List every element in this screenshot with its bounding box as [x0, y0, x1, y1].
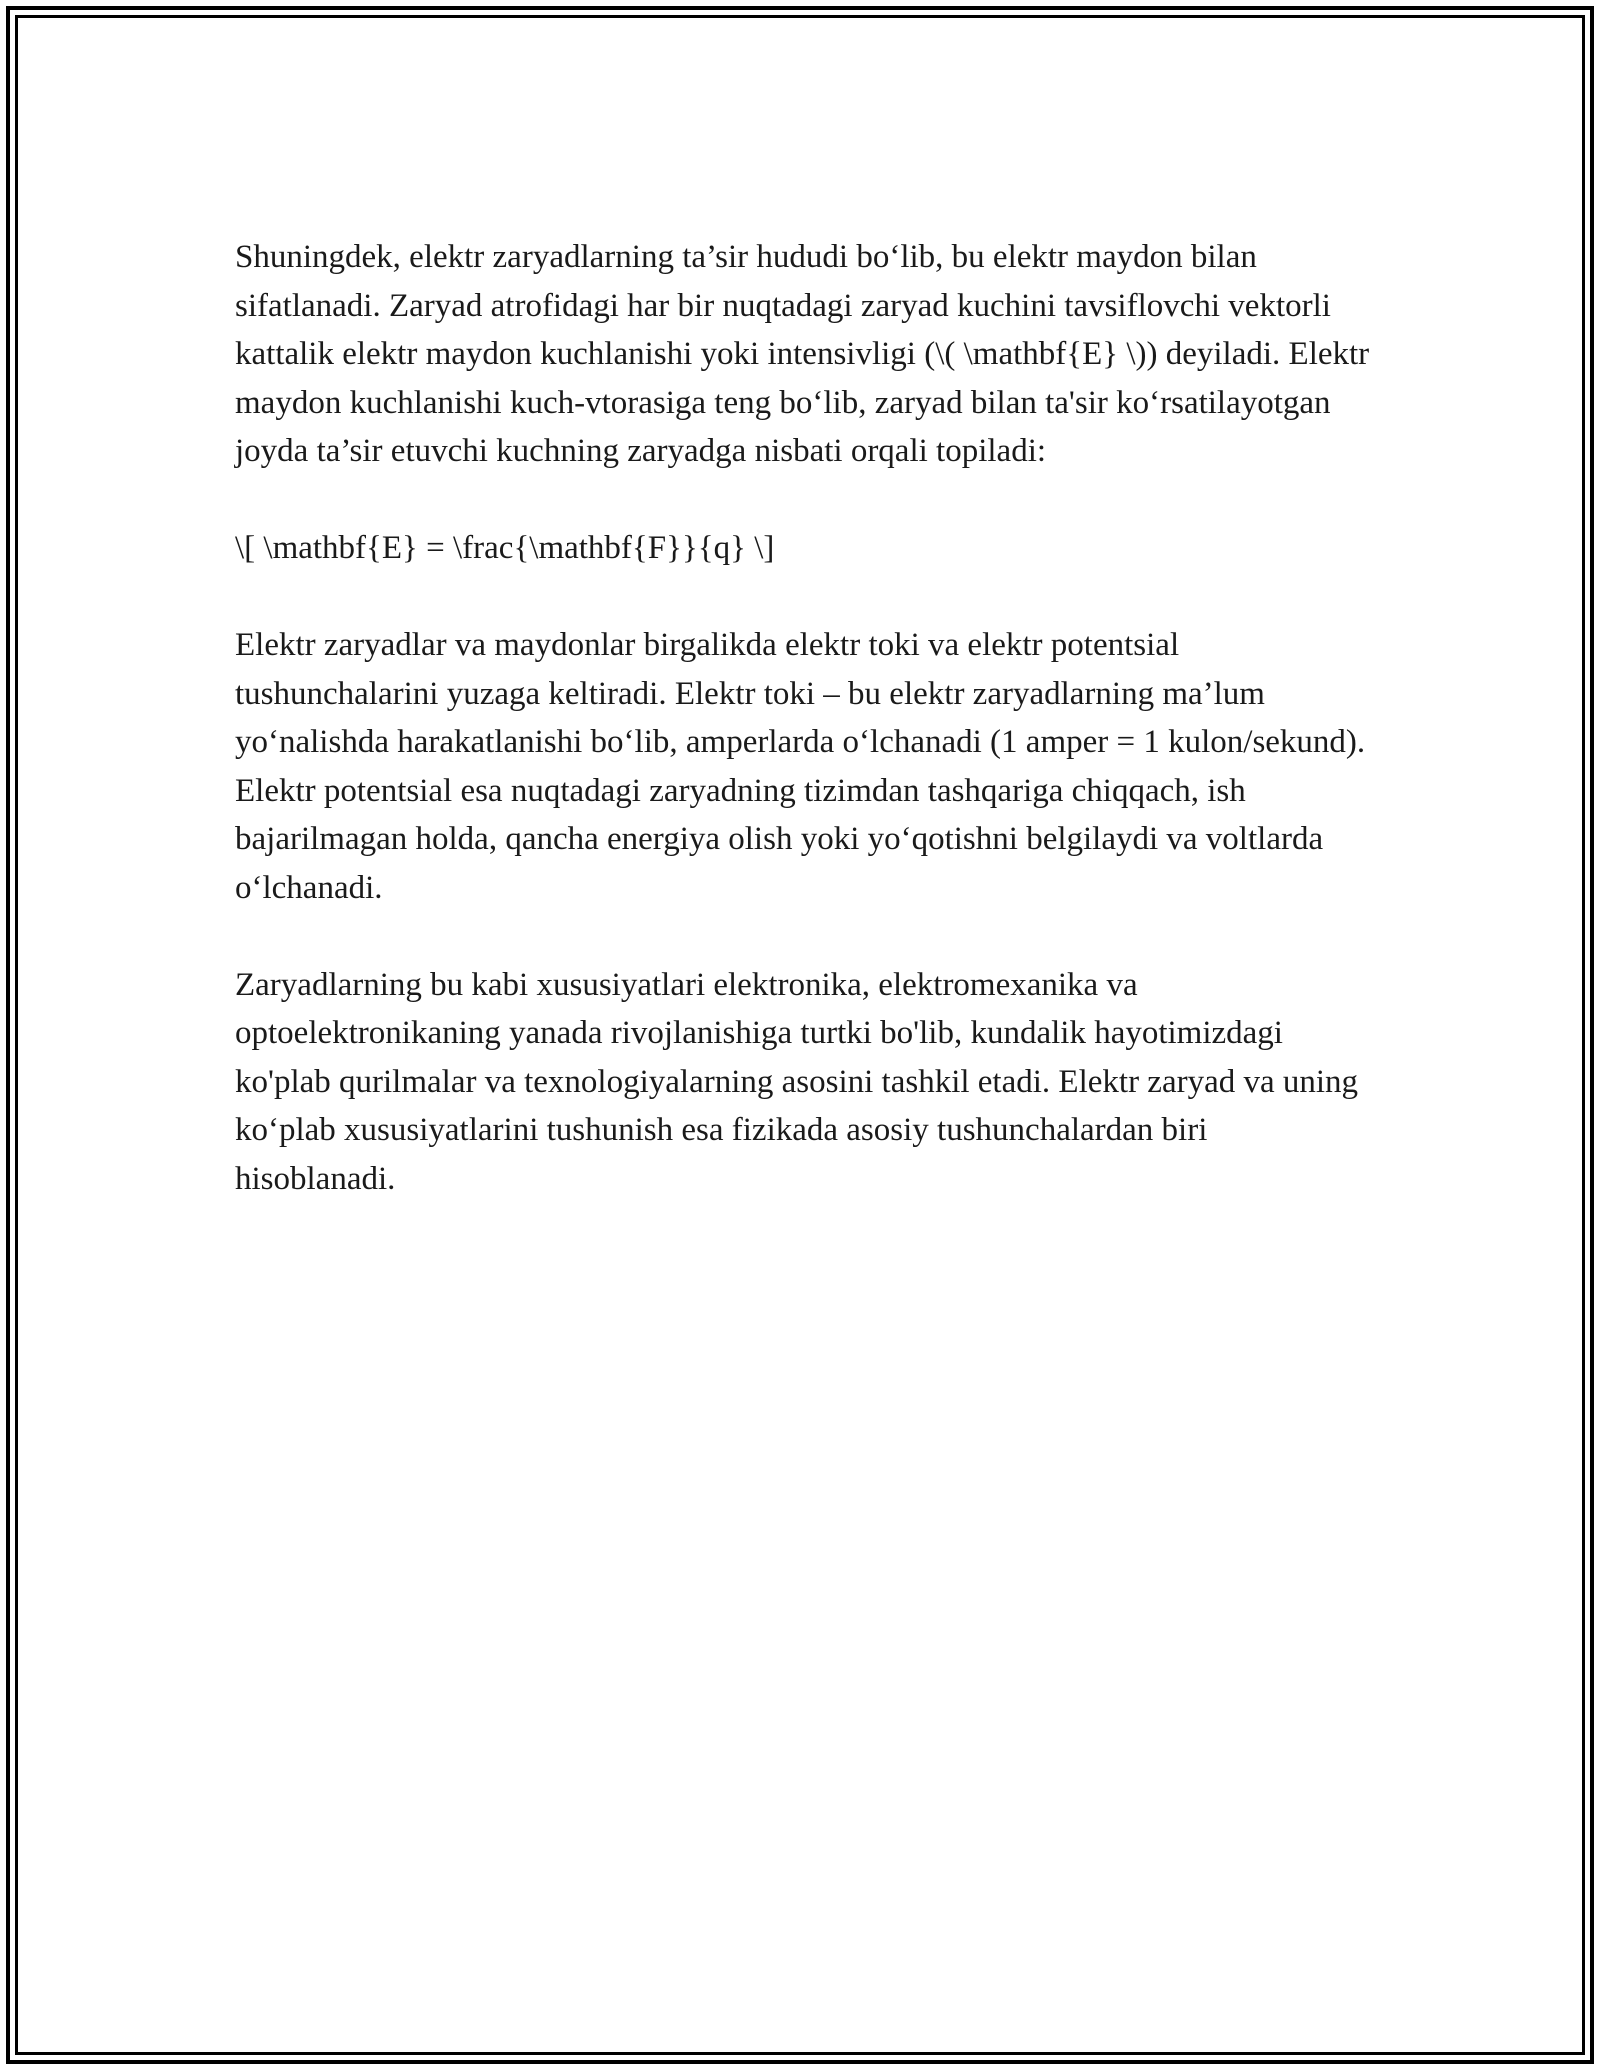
document-body — [235, 233, 1375, 1252]
paragraph-electric-field: Shuningdek, elektr zaryadlarning ta’sir hududi bo‘lib, bu elektr maydon bilan sifatlanadi. Zaryad atrofidagi har bir nuqtadagi zaryad kuchini tavsiflovchi vektorli kattalik elektr maydon kuchlanishi yoki intensivligi (\( \mathbf{E} \)) deyiladi. Elektr maydon kuchlanishi kuch-vtorasiga teng bo‘lib, zaryad bilan ta'sir ko‘rsatilayotgan joyda ta’sir etuvchi kuchning zaryadga nisbati orqali topiladi: — [235, 239, 1370, 469]
formula-electric-field: \[ \mathbf{E} = \frac{\mathbf{F}}{q} \] — [235, 530, 775, 566]
paragraph-current-potential: Elektr zaryadlar va maydonlar birgalikda elektr toki va elektr potentsial tushunchalarini yuzaga keltiradi. Elektr toki – bu elektr zaryadlarning ma’lum yo‘nalishda harakatlanishi bo‘lib, amperlarda o‘lchanadi (1 amper = 1 kulon/sekund). Elektr potentsial esa nuqtadagi zaryadning tizimdan tashqariga chiqqach, ish bajarilmagan holda, qancha energiya olish yoki yo‘qotishni belgilaydi va voltlarda o‘lchanadi. — [235, 627, 1366, 906]
paragraph-applications: Zaryadlarning bu kabi xususiyatlari elektronika, elektromexanika va optoelektronikaning yanada rivojlanishiga turtki bo'lib, kundalik hayotimizdagi ko'plab qurilmalar va texnologiyalarning asosini tashkil etadi. Elektr zaryad va uning ko‘plab xususiyatlarini tushunish esa fizikada asosiy tushunchalardan biri hisoblanadi. — [235, 966, 1359, 1197]
